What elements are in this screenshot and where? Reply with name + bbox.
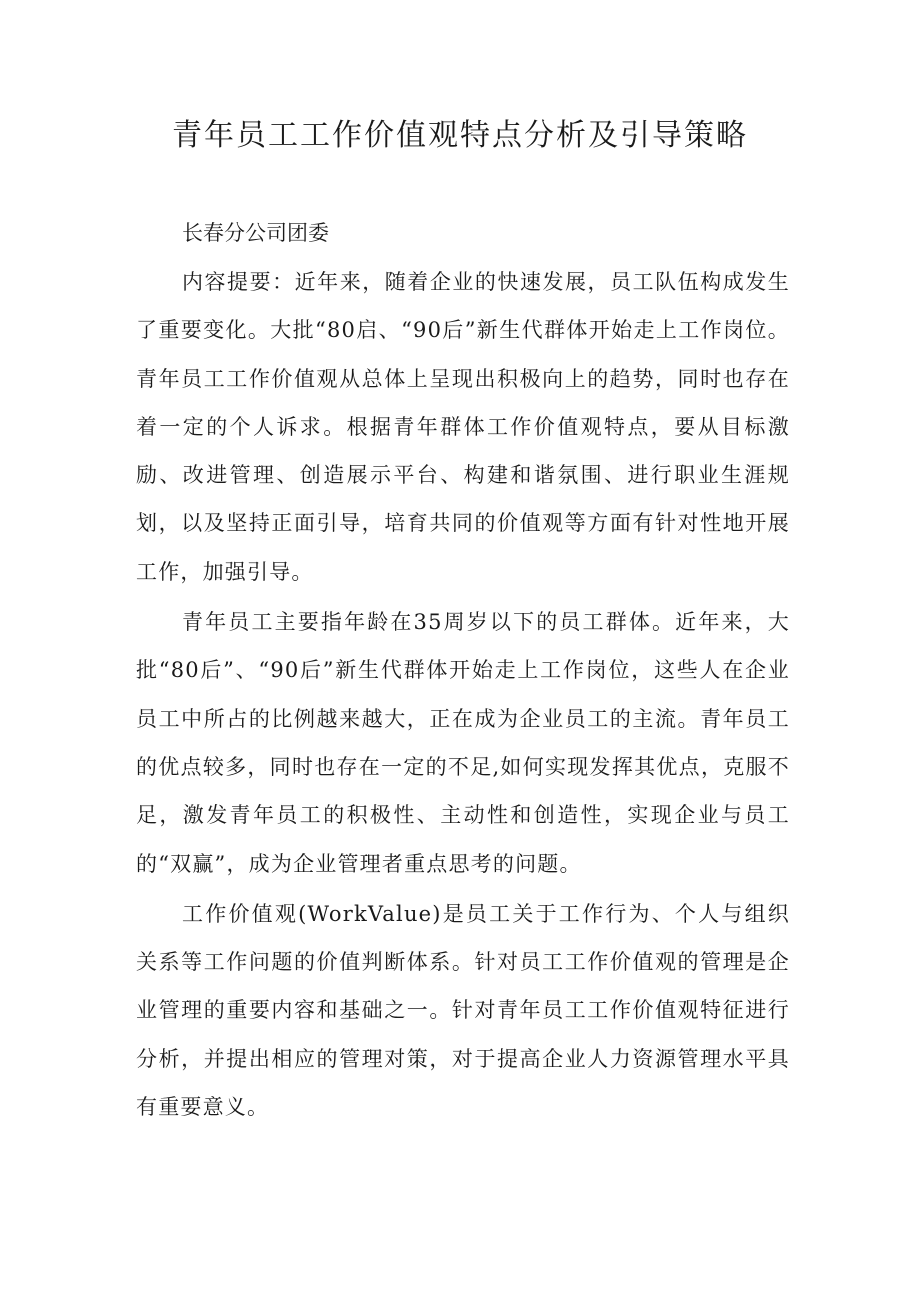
document-author: 长春分公司团委 [182,221,329,245]
body-paragraph: 工作价值观(WorkValue)是员工关于工作行为、个人与组织关系等工作问题的价值判断体系。针对员工工作价值观的管理是企业管理的重要内容和基础之一。针对青年员工工作价值观特征进行分析，并提出相应的管理对策，对于提高企业人力资源管理水平具有重要意义。 [136,901,790,1120]
document-body [136,258,790,1133]
abstract-paragraph: 内容提要：近年来，随着企业的快速发展，员工队伍构成发生了重要变化。大批“80启、“90后”新生代群体开始走上工作岗位。青年员工工作价值观从总体上呈现出积极向上的趋势，同时也存在着一定的个人诉求。根据青年群体工作价值观特点，要从目标激励、改进管理、创造展示平台、构建和谐氛围、进行职业生涯规划，以及坚持正面引导，培育共同的价值观等方面有针对性地开展工作，加强引导。 [136,270,790,584]
body-paragraph: 青年员工主要指年龄在35周岁以下的员工群体。近年来，大批“80后”、“90后”新生代群体开始走上工作岗位，这些人在企业员工中所占的比例越来越大，正在成为企业员工的主流。青年员工的优点较多，同时也存在一定的不足,如何实现发挥其优点，克服不足，激发青年员工的积极性、主动性和创造性，实现企业与员工的“双赢”，成为企业管理者重点思考的问题。 [136,610,790,876]
document-title: 青年员工工作价值观特点分析及引导策略 [172,118,748,153]
